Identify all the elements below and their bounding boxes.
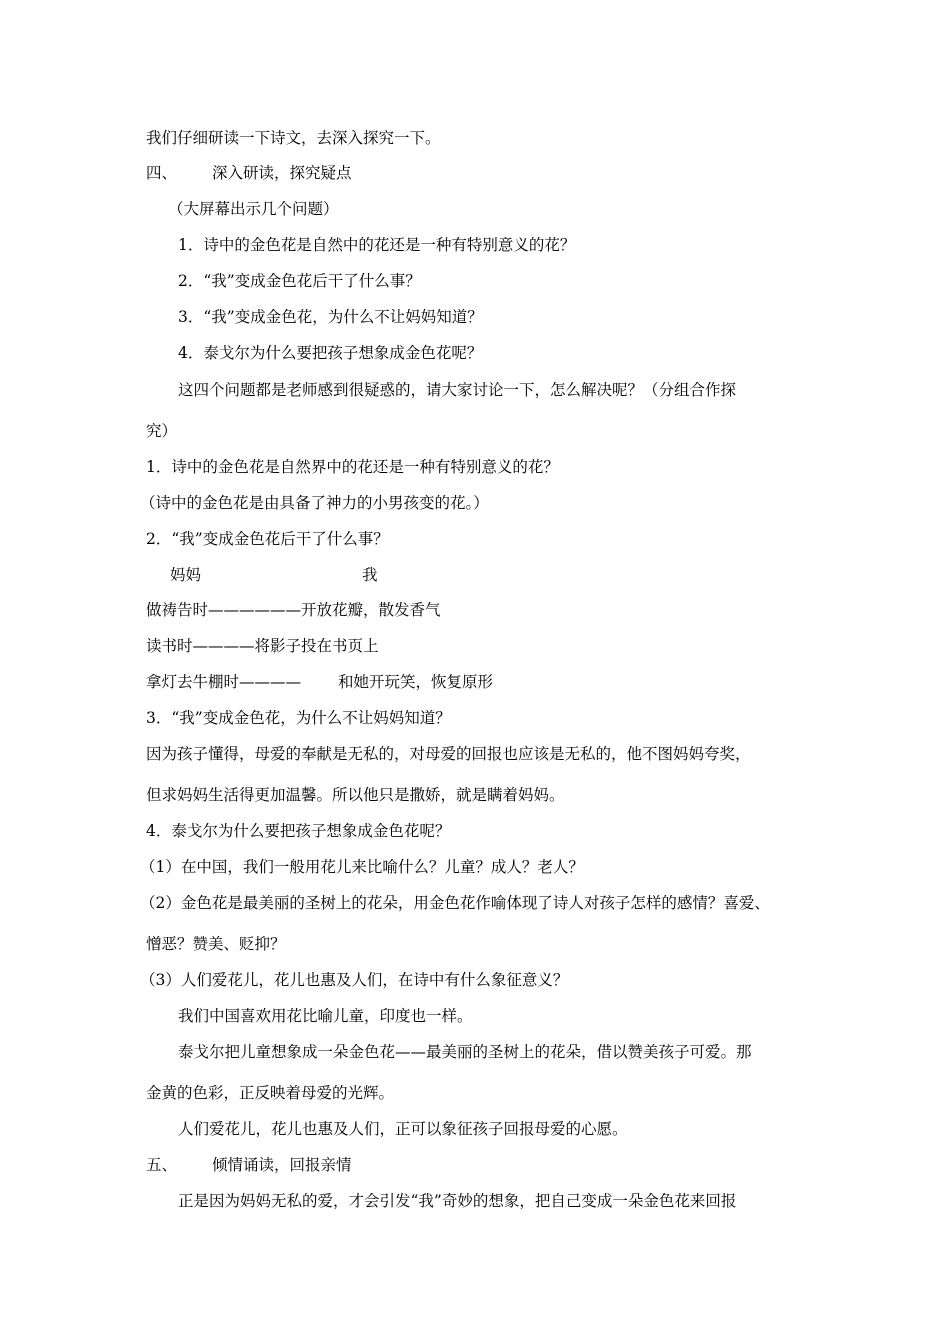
question-item: 3．“我”变成金色花，为什么不让妈妈知道？ [178, 308, 483, 326]
sub-question: （2）金色花是最美丽的圣树上的花朵，用金色花作喻体现了诗人对孩子怎样的感情？喜爱、 [140, 894, 770, 912]
answer-text: 因为孩子懂得，母爱的奉献是无私的，对母爱的回报也应该是无私的，他不图妈妈夸奖， [146, 745, 751, 763]
text-line: 泰戈尔把儿童想象成一朵金色花——最美丽的圣树上的花朵，借以赞美孩子可爱。那 [178, 1043, 752, 1061]
answer-text: 但求妈妈生活得更加温馨。所以他只是撒娇，就是瞒着妈妈。 [146, 786, 565, 804]
text-line: 我们中国喜欢用花比喻儿童，印度也一样。 [178, 1007, 473, 1025]
section-number: 五、 [146, 1156, 178, 1174]
answer-text: （诗中的金色花是由具备了神力的小男孩变的花。） [140, 494, 489, 512]
question-item: 2．“我”变成金色花后干了什么事？ [178, 272, 421, 290]
text-line: 金黄的色彩，正反映着母爱的光辉。 [146, 1084, 395, 1102]
section-heading: 倾情诵读，回报亲情 [212, 1156, 352, 1174]
section-heading: 深入研读，探究疑点 [212, 164, 352, 182]
sub-question: （3）人们爱花儿，花儿也惠及人们，在诗中有什么象征意义？ [140, 971, 569, 989]
table-row: 读书时————将影子投在书页上 [146, 637, 379, 655]
answer-heading: 1．诗中的金色花是自然界中的花还是一种有特别意义的花？ [146, 458, 559, 476]
text-line: 人们爱花儿，花儿也惠及人们，正可以象征孩子回报母爱的心愿。 [178, 1120, 628, 1138]
text-line: 这四个问题都是老师感到很疑惑的，请大家讨论一下，怎么解决呢？（分组合作探 [178, 381, 737, 399]
section-number: 四、 [146, 164, 178, 182]
answer-heading: 2．“我”变成金色花后干了什么事？ [146, 530, 389, 548]
column-label-me: 我 [362, 566, 378, 584]
text-line: 我们仔细研读一下诗文，去深入探究一下。 [146, 129, 441, 147]
sub-question: （1）在中国，我们一般用花儿来比喻什么？儿童？成人？老人？ [140, 858, 584, 876]
table-row-right: 和她开玩笑，恢复原形 [338, 673, 494, 691]
text-line: 究） [146, 422, 178, 440]
table-row-left: 拿灯去牛棚时———— [146, 673, 302, 691]
text-line: 正是因为妈妈无私的爱，才会引发“我”奇妙的想象，把自己变成一朵金色花来回报 [178, 1192, 737, 1210]
table-row: 做祷告时——————开放花瓣，散发香气 [146, 601, 441, 619]
question-item: 4．泰戈尔为什么要把孩子想象成金色花呢？ [178, 344, 483, 362]
question-item: 1．诗中的金色花是自然中的花还是一种有特别意义的花？ [178, 236, 576, 254]
answer-heading: 3．“我”变成金色花，为什么不让妈妈知道？ [146, 709, 451, 727]
column-label-mother: 妈妈 [170, 566, 202, 584]
text-line: （大屏幕出示几个问题） [168, 200, 339, 218]
sub-question: 憎恶？赞美、贬抑？ [146, 935, 286, 953]
answer-heading: 4．泰戈尔为什么要把孩子想象成金色花呢？ [146, 822, 451, 840]
